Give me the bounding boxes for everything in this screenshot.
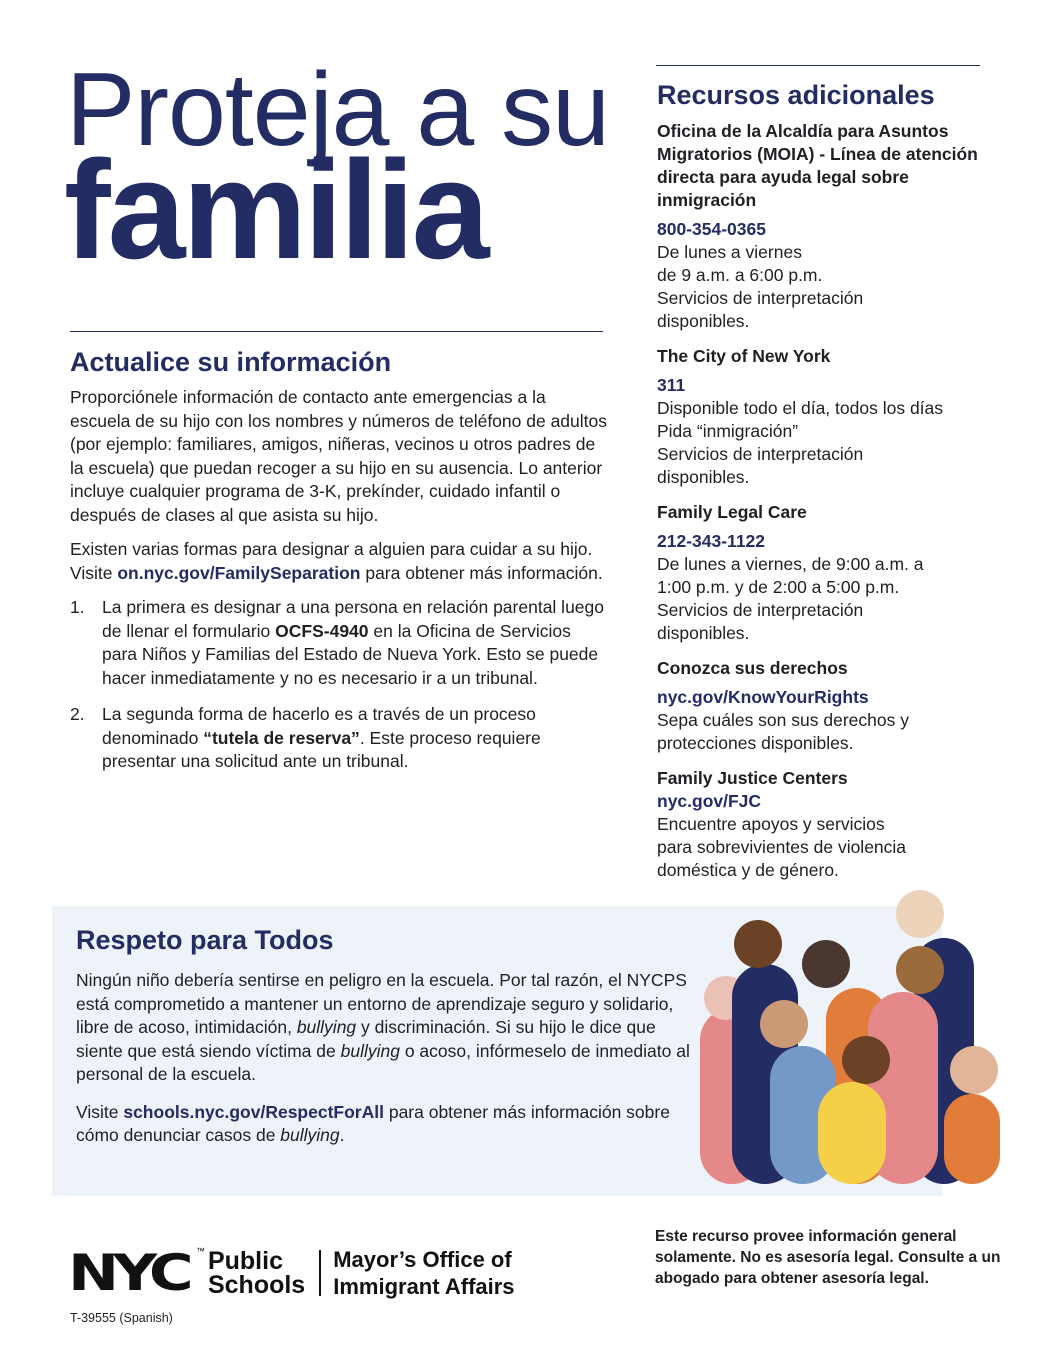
step-bold-text: “tutela de reserva” — [203, 727, 360, 748]
respect-para1 — [76, 969, 706, 1087]
resource-line: Servicios de interpretación — [657, 600, 864, 620]
person-head — [896, 890, 944, 938]
resource-heading: Family Justice Centers — [657, 768, 848, 788]
person-head — [760, 1000, 808, 1048]
step-text-end: en la Oficina de Servicios para Niños y Familias del Estado de Nueva York. Esto se puede hacer inmediatamente y no es necesario ir a un tribunal. — [102, 620, 599, 688]
resources-top-rule — [656, 65, 980, 66]
resource-line: Servicios de interpretación — [657, 444, 864, 464]
nyc-logo-mark: NYC — [68, 1244, 188, 1302]
update-section-heading: Actualice su información — [70, 347, 392, 377]
person-body — [944, 1094, 1000, 1184]
list-item — [70, 703, 610, 774]
steps-list — [70, 596, 610, 774]
resource-family-justice-centers — [657, 767, 997, 882]
resource-line: De lunes a viernes — [657, 242, 802, 262]
form-number: T-39555 (Spanish) — [70, 1311, 173, 1325]
update-para2-text-end: para obtener más información. — [360, 562, 603, 583]
public-schools-wordmark — [208, 1249, 305, 1297]
respect-text: para obtener más información sobre cómo denunciar casos de — [76, 1101, 670, 1145]
page-title-line1: Proteja a su — [66, 52, 609, 168]
step-bold-text: OCFS-4940 — [275, 620, 369, 641]
resource-phone[interactable]: 212-343-1122 — [657, 531, 766, 551]
step-text-end: . Este proceso requiere presentar una solicitud ante un tribunal. — [102, 727, 541, 771]
resource-line: Sepa cuáles son sus derechos y — [657, 710, 909, 730]
respect-heading: Respeto para Todos — [76, 925, 334, 955]
resource-311 — [657, 345, 997, 489]
resource-heading: Oficina de la Alcaldía para Asuntos Migratorios (MOIA) - Línea de atención directa para ayuda legal sobre inmigración — [657, 121, 978, 210]
list-item — [70, 596, 610, 690]
step-text: La segunda forma de hacerlo es a través de un proceso denominado — [102, 704, 536, 748]
person-head — [896, 946, 944, 994]
logo-public-text: Public — [207, 1247, 283, 1275]
person-body — [818, 1082, 886, 1184]
resource-link[interactable]: nyc.gov/KnowYourRights — [657, 687, 869, 707]
respect-para2 — [76, 1101, 706, 1148]
resource-heading: The City of New York — [657, 346, 831, 366]
resource-link[interactable]: nyc.gov/FJC — [657, 791, 762, 811]
resources-section — [657, 80, 997, 894]
respect-text: . — [339, 1125, 345, 1145]
respect-em: bullying — [340, 1040, 400, 1061]
resource-line: disponibles. — [657, 311, 750, 331]
group-of-people-illustration — [700, 888, 1004, 1184]
resource-line: De lunes a viernes, de 9:00 a.m. a — [657, 554, 924, 574]
trademark-symbol: ™ — [195, 1246, 205, 1256]
update-section — [70, 347, 610, 787]
respect-for-all-link[interactable]: schools.nyc.gov/RespectForAll — [123, 1101, 384, 1122]
legal-disclaimer: Este recurso provee información general solamente. No es asesoría legal. Consulte a un abogado para obtener asesoría legal. — [655, 1228, 1001, 1287]
step-number: 1. — [70, 597, 85, 617]
logo-divider — [319, 1250, 321, 1296]
logo-schools-text: Schools — [207, 1271, 306, 1299]
respect-text: o acoso, infórmeselo de inmediato al personal de la escuela. — [76, 1040, 690, 1084]
resource-phone[interactable]: 311 — [657, 375, 686, 395]
resource-line: de 9 a.m. a 6:00 p.m. — [657, 265, 823, 285]
person-head — [734, 920, 782, 968]
respect-section — [76, 925, 716, 1159]
resource-line: disponibles. — [657, 623, 750, 643]
page-title-line2: familia — [64, 131, 487, 288]
respect-em: bullying — [280, 1125, 340, 1145]
step-text: La primera es designar a una persona en relación parental luego de llenar el formulario — [102, 597, 604, 641]
update-section-body — [70, 386, 610, 774]
person-head — [802, 940, 850, 988]
resource-line: para sobrevivientes de violencia — [657, 837, 907, 857]
resource-moia — [657, 120, 997, 333]
nyc-public-schools-logo — [68, 1246, 515, 1300]
respect-text: y discriminación. Si su hijo le dice que siente que está siendo víctima de — [76, 1017, 656, 1061]
respect-text: Ningún niño debería sentirse en peligro en la escuela. Por tal razón, el NYCPS está comprometido a mantener un entorno de aprendizaje seguro y solidario, libre de acoso, intimidación, — [76, 970, 687, 1037]
resource-know-your-rights — [657, 657, 997, 755]
resource-line: Servicios de interpretación — [657, 288, 864, 308]
resource-heading: Conozca sus derechos — [657, 658, 848, 678]
family-separation-link[interactable]: on.nyc.gov/FamilySeparation — [117, 562, 361, 583]
resource-line: 1:00 p.m. y de 2:00 a 5:00 p.m. — [657, 577, 900, 597]
person-head — [842, 1036, 890, 1084]
moia-line1: Mayor’s Office of — [333, 1247, 512, 1272]
resource-line: protecciones disponibles. — [657, 733, 854, 753]
update-para2 — [70, 538, 610, 585]
update-section-rule — [70, 331, 603, 332]
respect-body — [76, 969, 706, 1148]
resource-phone[interactable]: 800-354-0365 — [657, 219, 766, 239]
person-head — [950, 1046, 998, 1094]
resource-heading: Family Legal Care — [657, 502, 807, 522]
moia-line2: Immigrant Affairs — [333, 1274, 515, 1299]
resource-family-legal-care — [657, 501, 997, 645]
resource-line: disponibles. — [657, 467, 750, 487]
resource-line: doméstica y de género. — [657, 860, 839, 880]
update-para2-text: Existen varias formas para designar a alguien para cuidar a su hijo. Visite — [70, 539, 593, 583]
step-number: 2. — [70, 704, 85, 724]
resource-line: Encuentre apoyos y servicios — [657, 814, 885, 834]
resources-heading: Recursos adicionales — [657, 80, 935, 110]
resource-line: Disponible todo el día, todos los días — [657, 398, 944, 418]
resource-line: Pida “inmigración” — [657, 421, 799, 441]
respect-em: bullying — [296, 1017, 357, 1037]
moia-wordmark — [333, 1246, 514, 1300]
update-para1: Proporciónele información de contacto ante emergencias a la escuela de su hijo con los nombres y números de teléfono de adultos (por ejemplo: familiares, amigos, niñeras, vecinos u otros padres de la escuela) que puedan recoger a su hijo en su ausencia. Lo anterior incluye cualquier programa de 3-K, prekínder, cuidado infantil o después de clases al que asista su hijo. — [70, 387, 607, 525]
respect-text: Visite — [76, 1101, 124, 1122]
